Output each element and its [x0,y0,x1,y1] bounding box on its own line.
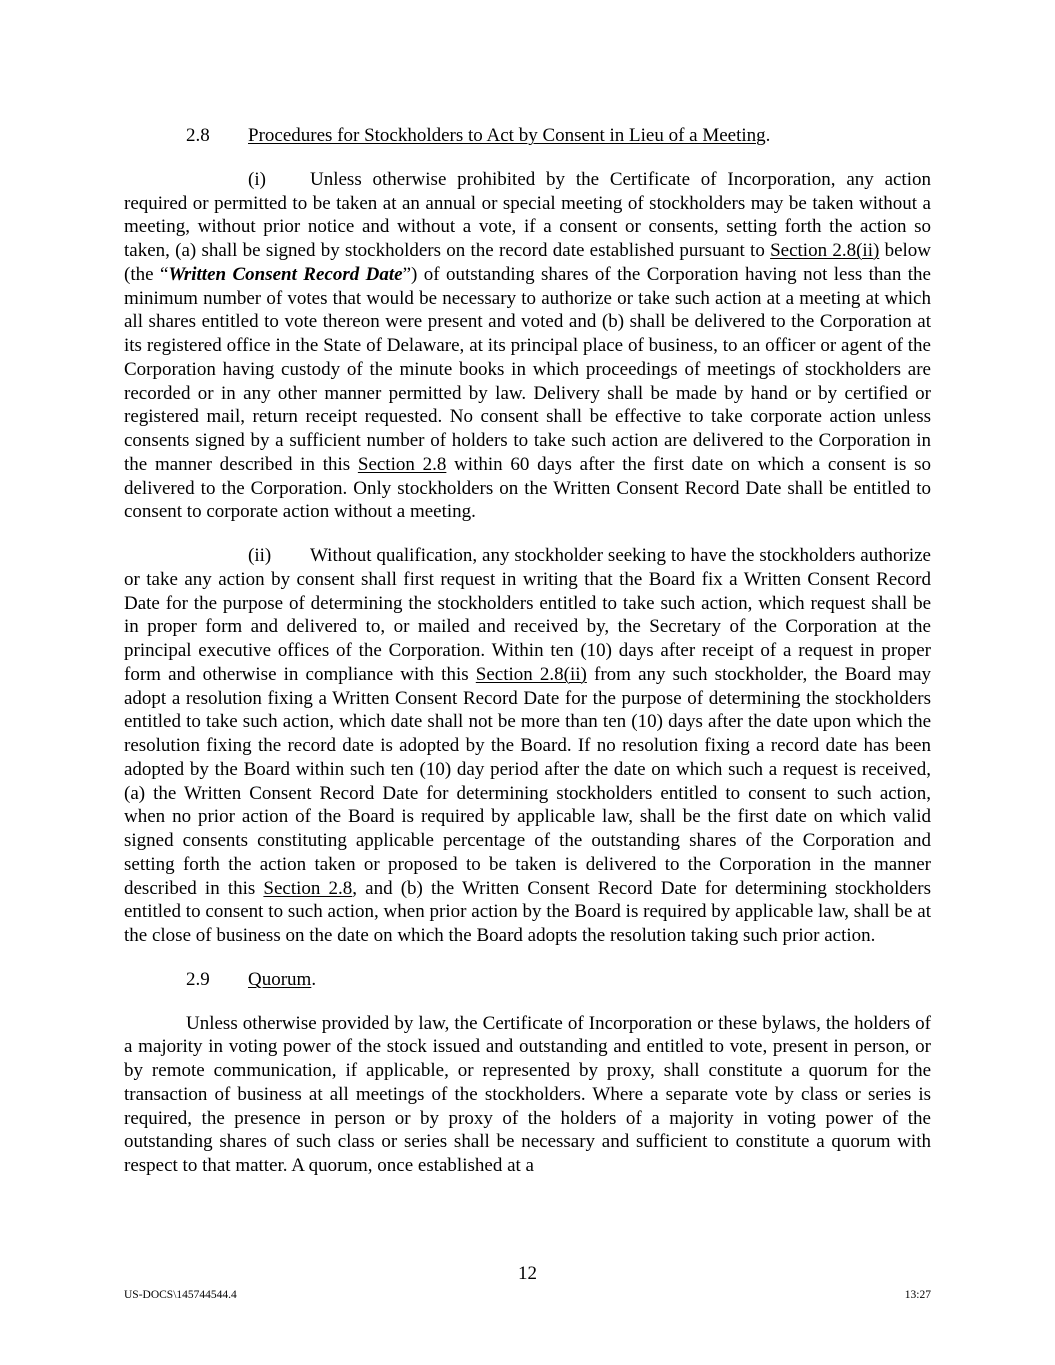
subsection-label: (ii) [248,545,272,566]
section-2-8-heading: 2.8 Procedures for Stockholders to Act by Consent in Lieu of a Meeting. [186,125,771,146]
defined-term: Written Consent Record Date [168,263,403,285]
footer-time: 13:27 [904,1289,931,1301]
page-number: 12 [518,1263,537,1284]
cross-reference: Section 2.8(ii) [475,663,587,685]
subsection-label: (i) [248,168,266,190]
section-title: Quorum [248,968,312,990]
cross-reference: Section 2.8(ii) [770,240,880,261]
section-2-9-heading: 2.9 Quorum. [186,968,317,990]
section-2-9-paragraph: Unless otherwise provided by law, the Certificate of Incorporation or these bylaws, the holders of a majority in voting power of the stock issued and outstanding and entitled to vote, present in person, or by remote communication, if applicable, or represented by proxy, shall constitute a quorum for the transaction of business at all meetings of the stockholders. Where a separate vote by class or series is required, the presence in person or by proxy of the holders of a majority in voting power of the outstanding shares of such class or series shall be necessary and sufficient to constitute a quorum with respect to that matter. A quorum, once established at a [124,1012,931,1176]
cross-reference: Section 2.8 [357,453,447,475]
section-2-8-i-paragraph: (i) Unless otherwise prohibited by the Certificate of Incorporation, any action required or permitted to be taken at an annual or special meeting of stockholders may be taken without a meeting, without prior notice and without a vote, if a consent or consents, setting forth the action so taken, (a) shall be signed by stockholders on the record date established pursuant to Section 2.8(ii) below (the “Written Consent Record Date”) of outstanding shares of the Corporation having not less than the minimum number of votes that would be necessary to authorize or take such action at a meeting at which all shares entitled to vote thereon were present and voted and (b) shall be delivered to the Corporation at its registered office in the State of Delaware, at its principal place of business, to an officer or agent of the Corporation having custody of the minute books in which proceedings of meetings of stockholders are recorded or in any other manner permitted by law. Delivery shall be made by hand or by certified or registered mail, return receipt requested. No consent shall be effective to take corporate action unless consents signed by a sufficient number of holders to take such action are delivered to the Corporation in the manner described in this Section 2.8 within 60 days after the first date on which a consent is so delivered to the Corporation. Only stockholders on the Written Consent Record Date shall be entitled to consent to corporate action without a meeting. [124,168,932,523]
page-content [124,124,931,1198]
section-number: 2.8 [186,125,210,146]
cross-reference: Section 2.8 [263,877,353,899]
section-number: 2.9 [186,968,210,990]
section-title: Procedures for Stockholders to Act by Consent in Lieu of a Meeting [248,125,766,146]
document-id: US-DOCS\145744544.4 [124,1289,237,1301]
section-2-8-ii-paragraph: (ii) Without qualification, any stockholder seeking to have the stockholders authorize or take any action by consent shall first request in writing that the Board fix a Written Consent Record Date for the purpose of determining the stockholders entitled to take such action, which request shall be in proper form and delivered to, or mailed and received by, the Secretary of the Corporation at the principal executive offices of the Corporation. Within ten (10) days after receipt of a request in proper form and otherwise in compliance with this Section 2.8(ii) from any such stockholder, the Board may adopt a resolution fixing a Written Consent Record Date for the purpose of determining the stockholders entitled to take such action, which date shall not be more than ten (10) days after the date upon which the resolution fixing the record date is adopted by the Board. If no resolution fixing a record date has been adopted by the Board within such ten (10) day period after the date on which such a request is received, (a) the Written Consent Record Date for determining stockholders entitled to consent to such action, when no prior action of the Board is required by applicable law, shall be the first date on which valid signed consents constituting applicable percentage of the outstanding shares of the Corporation and setting forth the action taken or proposed to be taken is delivered to the Corporation in the manner described in this Section 2.8, and (b) the Written Consent Record Date for determining stockholders entitled to consent to such action, when prior action by the Board is required by applicable law, shall be at the close of business on the date on which the Board adopts the resolution taking such prior action. [124,545,932,946]
